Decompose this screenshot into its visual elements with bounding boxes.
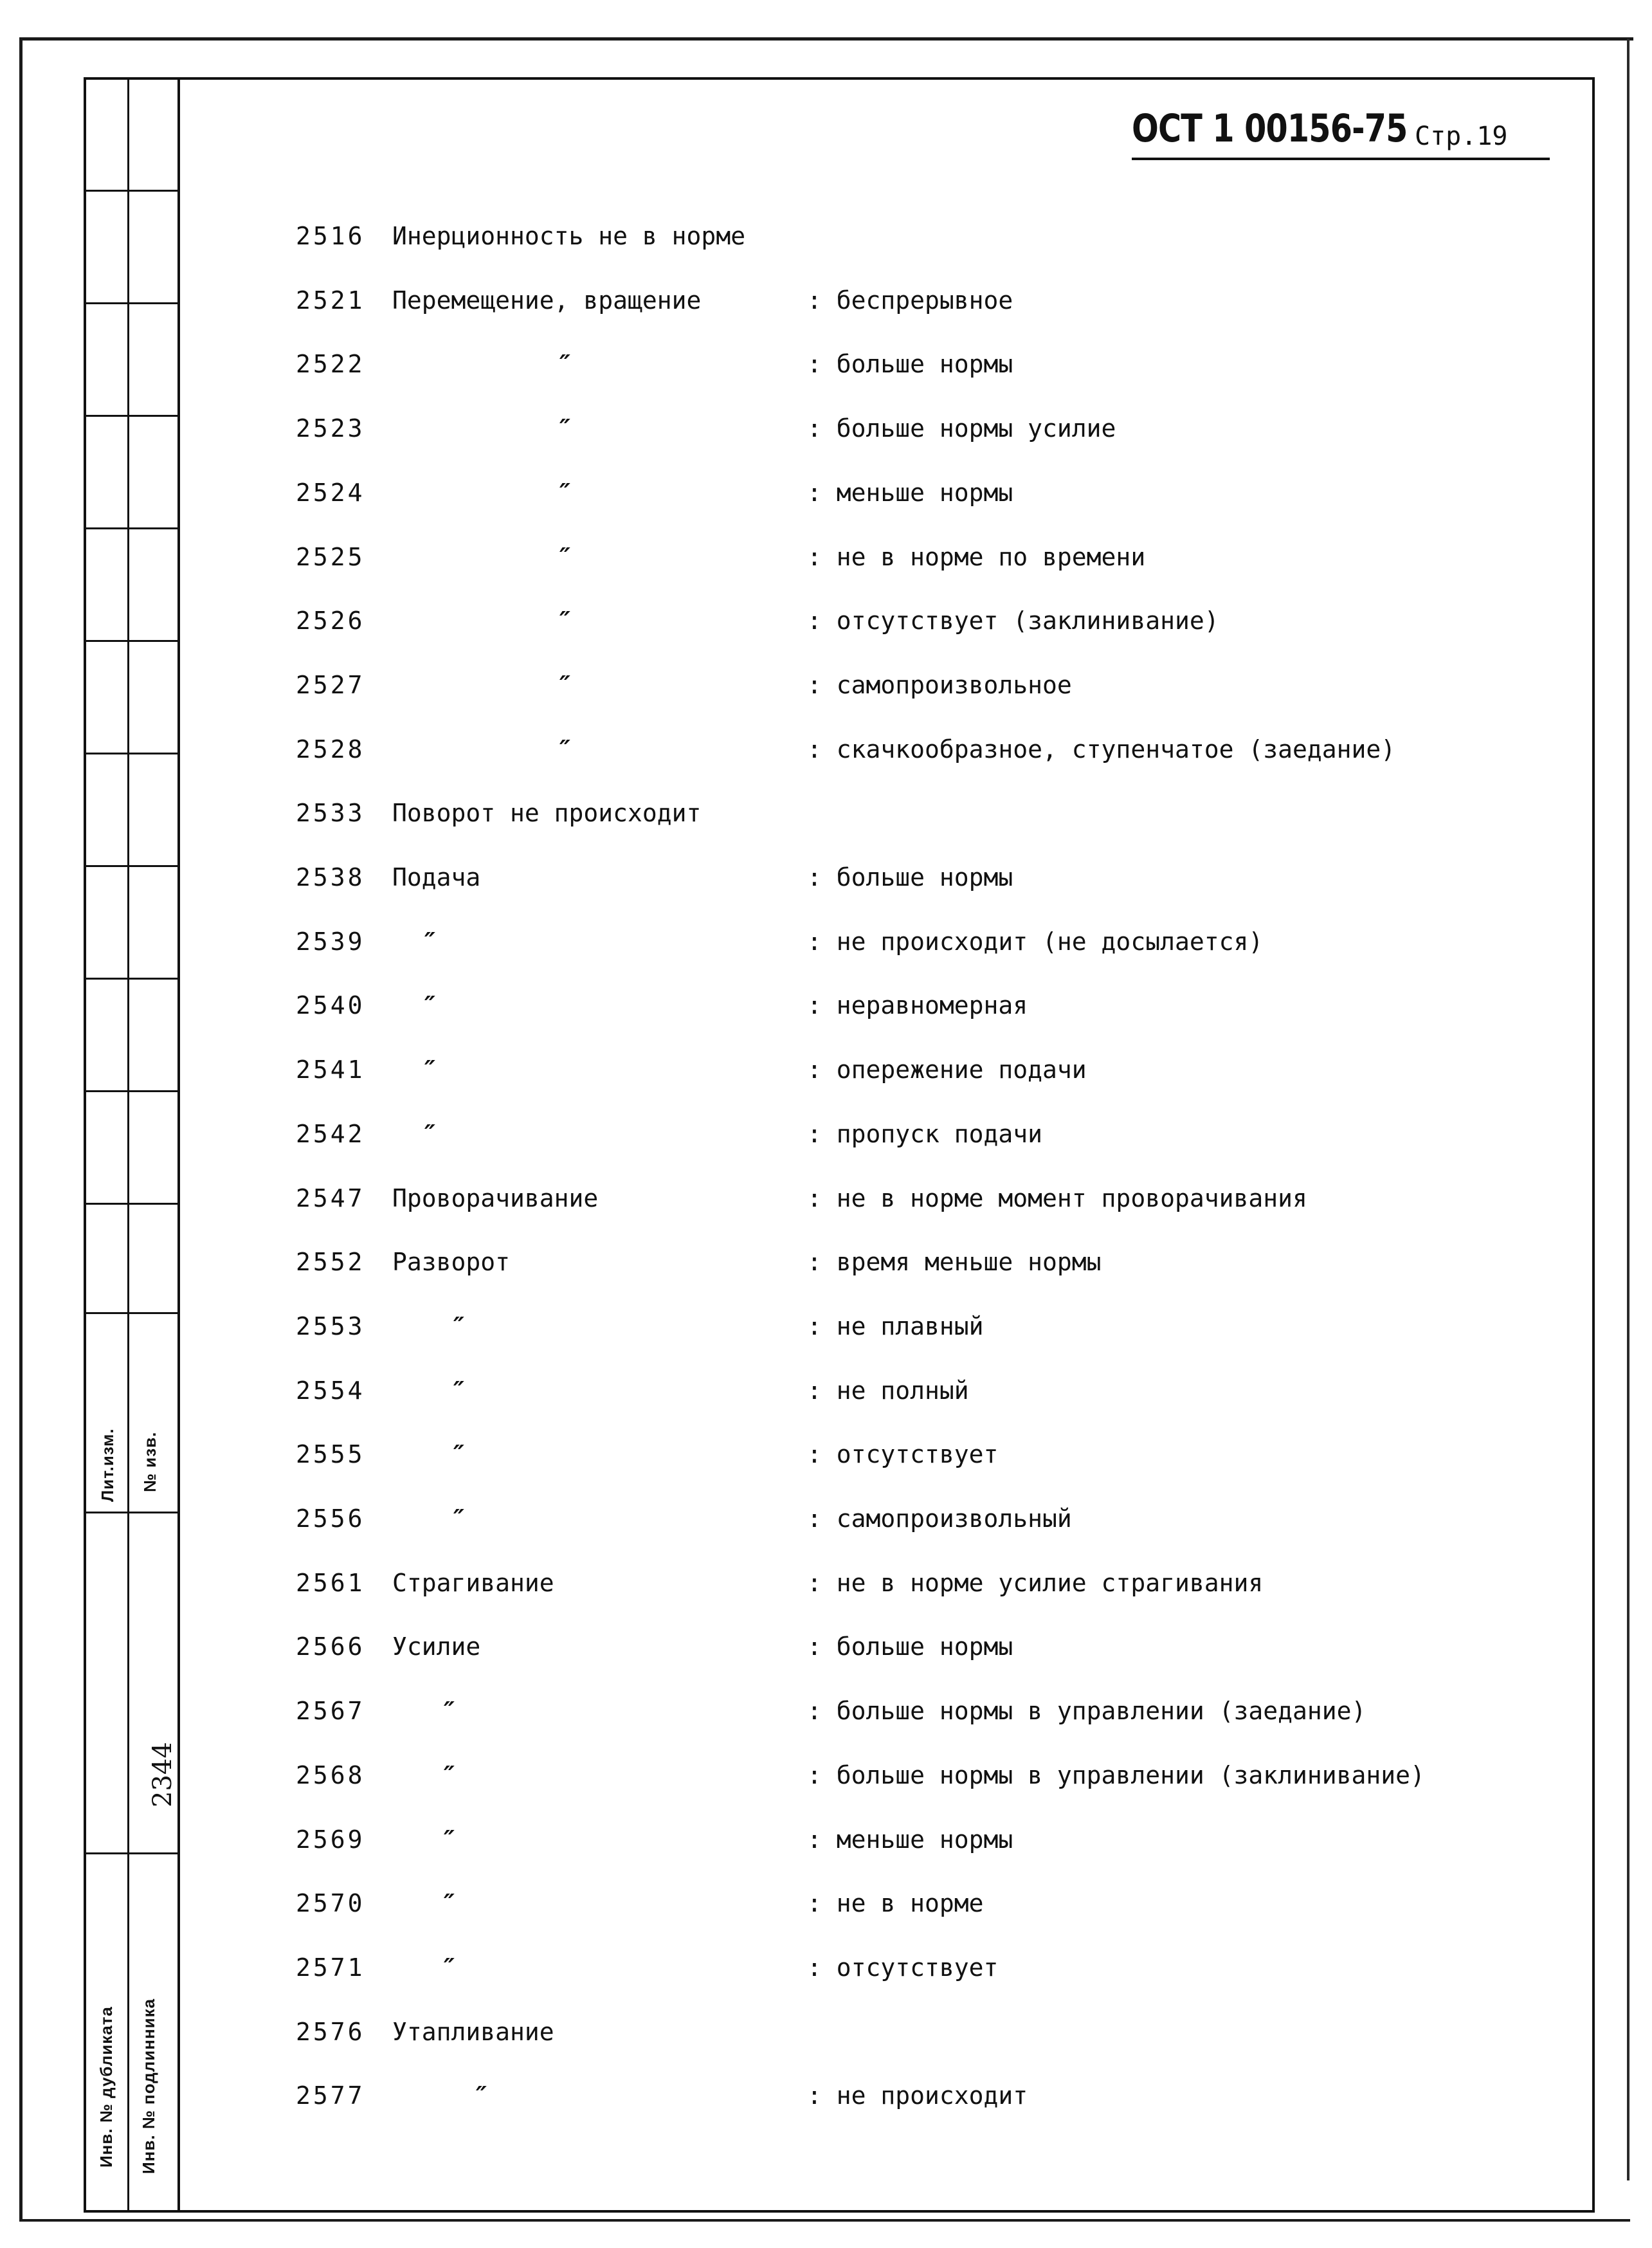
entry-code: 2540	[296, 991, 365, 1020]
ditto-mark: ″	[453, 1504, 464, 1533]
entry-description: : не происходит (не досылается)	[807, 927, 1264, 956]
entry-code: 2547	[296, 1183, 365, 1212]
entry-description: : время меньше нормы	[807, 1248, 1102, 1277]
list-item	[0, 2076, 1543, 2115]
entry-code: 2566	[296, 1632, 365, 1661]
entry-description: : не в норме усилие страгивания	[807, 1568, 1264, 1597]
entry-description: : не происходит	[807, 2081, 1028, 2110]
list-item	[0, 1884, 1543, 1923]
entry-description: : самопроизвольный	[807, 1504, 1072, 1533]
list-item	[0, 858, 1543, 897]
ditto-mark: ″	[424, 926, 435, 956]
list-item	[0, 1756, 1543, 1795]
list-item	[0, 217, 1543, 255]
ditto-mark: ″	[559, 349, 570, 379]
entry-description: : больше нормы в управлении (заедание)	[807, 1697, 1366, 1726]
entry-code: 2552	[296, 1248, 365, 1277]
entry-code: 2538	[296, 863, 365, 891]
entry-description: : скачкообразное, ступенчатое (заедание)	[807, 735, 1396, 763]
entry-description: : не в норме	[807, 1889, 984, 1918]
entry-code: 2524	[296, 478, 365, 507]
entry-description: : не плавный	[807, 1311, 984, 1340]
page-number: Стр.19	[1415, 122, 1508, 151]
side-cell-border	[84, 978, 177, 980]
side-cell-border	[84, 1090, 177, 1092]
entry-code: 2522	[296, 350, 365, 379]
entry-code: 2571	[296, 1953, 365, 1982]
entry-code: 2568	[296, 1760, 365, 1789]
entry-description: : меньше нормы	[807, 478, 1013, 507]
entry-code: 2521	[296, 286, 365, 315]
entry-code: 2554	[296, 1376, 365, 1405]
entry-description: : больше нормы	[807, 350, 1013, 379]
list-item	[0, 1435, 1543, 1474]
entry-code: 2533	[296, 799, 365, 828]
entry-code: 2539	[296, 927, 365, 956]
ditto-mark: ″	[559, 734, 570, 763]
entry-code: 2525	[296, 542, 365, 571]
ditto-mark: ″	[453, 1311, 464, 1340]
list-item	[0, 2013, 1543, 2051]
entry-description: : больше нормы усилие	[807, 414, 1116, 443]
entry-code: 2527	[296, 670, 365, 699]
list-item	[0, 1179, 1543, 1218]
entry-term: Проворачивание	[392, 1183, 599, 1212]
list-item	[0, 409, 1543, 448]
list-item	[0, 1692, 1543, 1730]
list-item	[0, 666, 1543, 704]
entry-description: : не полный	[807, 1376, 969, 1405]
entry-code: 2541	[296, 1055, 365, 1084]
list-item	[0, 1820, 1543, 1859]
entry-code: 2569	[296, 1825, 365, 1854]
ditto-mark: ″	[453, 1439, 464, 1469]
list-item	[0, 473, 1543, 512]
ditto-mark: ″	[444, 1824, 455, 1854]
entry-term: Разворот	[392, 1248, 511, 1277]
entry-term: Перемещение, вращение	[392, 286, 702, 315]
list-item	[0, 1243, 1543, 1281]
ditto-mark: ″	[559, 606, 570, 635]
entry-description: : отсутствует	[807, 1440, 999, 1469]
entry-code: 2567	[296, 1697, 365, 1726]
entry-term: Страгивание	[392, 1568, 554, 1597]
entry-description: : отсутствует (заклинивание)	[807, 607, 1219, 635]
entry-description: : меньше нормы	[807, 1825, 1013, 1854]
list-item	[0, 1564, 1543, 1602]
side-cell-border	[84, 527, 177, 529]
ditto-mark: ″	[424, 1055, 435, 1084]
ditto-mark: ″	[424, 991, 435, 1020]
scan-edge-top	[19, 37, 1633, 41]
list-item	[0, 345, 1543, 383]
ditto-mark: ″	[453, 1375, 464, 1405]
entry-code: 2570	[296, 1889, 365, 1918]
entry-description: : больше нормы	[807, 1632, 1013, 1661]
list-item	[0, 1627, 1543, 1666]
list-item	[0, 1050, 1543, 1089]
ditto-mark: ″	[559, 477, 570, 507]
list-item	[0, 730, 1543, 769]
entry-code: 2577	[296, 2081, 365, 2110]
entry-description: : неравномерная	[807, 991, 1028, 1020]
ditto-mark: ″	[424, 1119, 435, 1148]
list-item	[0, 1371, 1543, 1410]
inv-duplicate-label: Инв. № дубликата	[96, 2006, 116, 2168]
entry-code: 2576	[296, 2017, 365, 2046]
scan-edge-bottom	[19, 2219, 1630, 2222]
lit-izm-label: Лит.изм.	[98, 1428, 117, 1502]
entry-term: Подача	[392, 863, 481, 891]
entry-code: 2516	[296, 222, 365, 250]
entry-description: : больше нормы в управлении (заклинивание)	[807, 1760, 1425, 1789]
list-item	[0, 601, 1543, 640]
ditto-mark: ″	[476, 2081, 487, 2110]
list-item	[0, 538, 1543, 576]
ditto-mark: ″	[444, 1760, 455, 1789]
entry-term: Инерционность не в норме	[392, 222, 746, 250]
entry-description: : пропуск подачи	[807, 1119, 1043, 1148]
ditto-mark: ″	[559, 542, 570, 571]
document-code: ОСТ 1 00156-75	[1132, 106, 1408, 151]
entry-description: : больше нормы	[807, 863, 1013, 891]
list-item	[0, 1307, 1543, 1346]
ditto-mark: ″	[559, 670, 570, 699]
side-cell-border	[84, 190, 177, 192]
entry-code: 2526	[296, 607, 365, 635]
entry-code: 2553	[296, 1311, 365, 1340]
entry-code: 2528	[296, 735, 365, 763]
entry-description: : не в норме момент проворачивания	[807, 1183, 1307, 1212]
inventory-number: 2344	[148, 1742, 177, 1807]
entry-description: : отсутствует	[807, 1953, 999, 1982]
entry-code: 2556	[296, 1504, 365, 1533]
entry-code: 2542	[296, 1119, 365, 1148]
inv-original-label: Инв. № подлинника	[139, 1998, 158, 2174]
entry-term: Утапливание	[392, 2017, 554, 2046]
ditto-mark: ″	[444, 1888, 455, 1918]
ditto-mark: ″	[559, 414, 570, 443]
list-item	[0, 986, 1543, 1025]
document-header	[1132, 106, 1550, 160]
list-item	[0, 794, 1543, 832]
no-izv-label: № изв.	[140, 1431, 159, 1492]
list-item	[0, 922, 1543, 961]
ditto-mark: ″	[444, 1696, 455, 1726]
entry-term: Усилие	[392, 1632, 481, 1661]
entry-description: : не в норме по времени	[807, 542, 1146, 571]
entry-description: : самопроизвольное	[807, 670, 1072, 699]
list-item	[0, 1948, 1543, 1987]
entry-code: 2523	[296, 414, 365, 443]
entry-code: 2561	[296, 1568, 365, 1597]
entry-code: 2555	[296, 1440, 365, 1469]
scan-edge-right	[1627, 39, 1629, 2180]
list-item	[0, 1115, 1543, 1153]
entry-term: Поворот не происходит	[392, 799, 702, 828]
entry-description: : беспрерывное	[807, 286, 1013, 315]
ditto-mark: ″	[444, 1952, 455, 1982]
list-item	[0, 281, 1543, 320]
side-cell-border	[84, 640, 177, 642]
list-item	[0, 1499, 1543, 1538]
entry-description: : опережение подачи	[807, 1055, 1087, 1084]
